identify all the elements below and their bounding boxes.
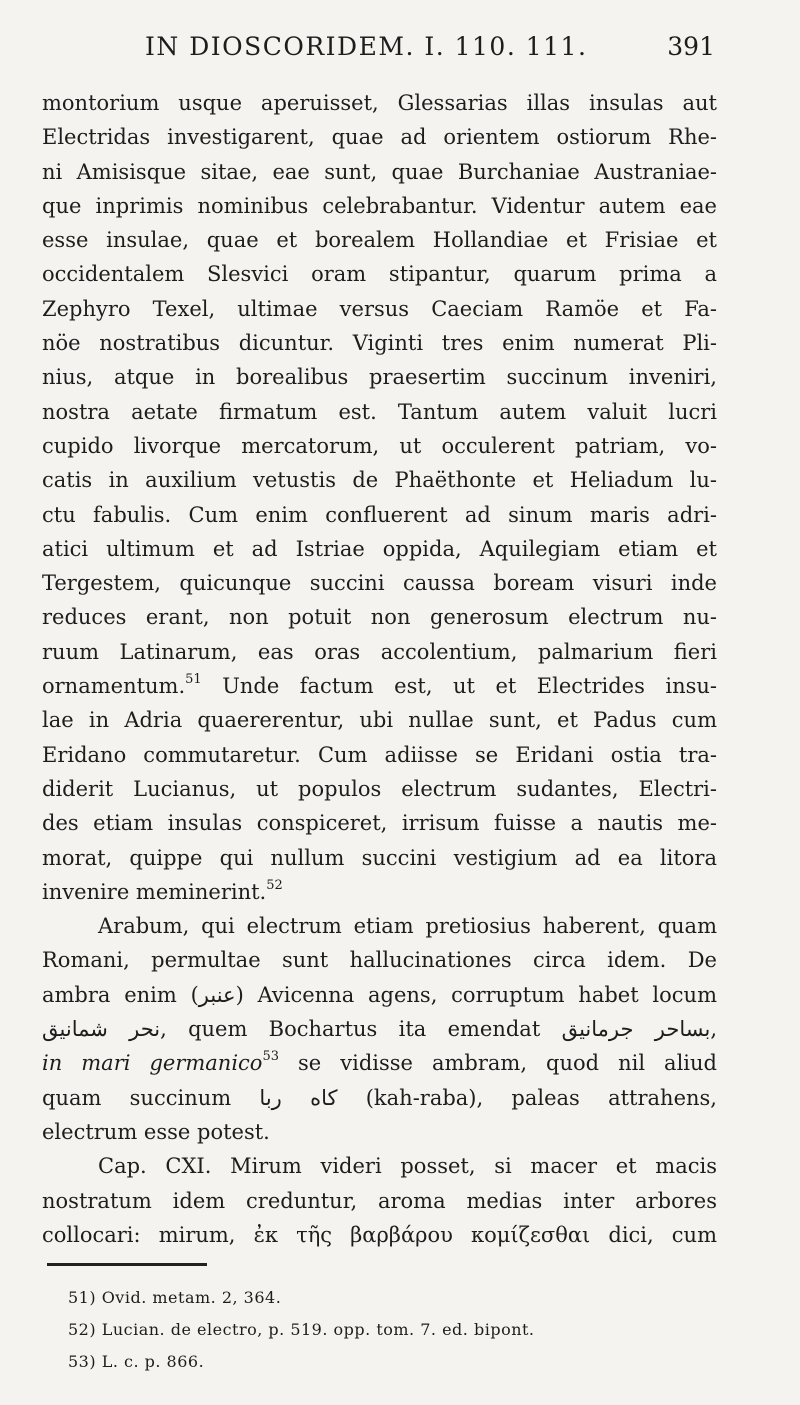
line-text: Zephyro Texel, ultimae versus Caeciam Ramöe et Fa- — [42, 296, 717, 321]
text-line — [42, 1218, 717, 1252]
text-line — [42, 566, 717, 600]
line-text: occidentalem Slesvici oram stipantur, quarum prima a — [42, 262, 717, 287]
line-text: nöe nostratibus dicuntur. Viginti tres enim numerat Pli- — [42, 331, 717, 356]
line-text: نحر شمانيق, quem Bochartus ita emendat بساحر جرمانيق, — [42, 1017, 717, 1042]
line-text: atici ultimum et ad Istriae oppida, Aquilegiam etiam et — [42, 536, 717, 561]
line-text: Cap. CXI. Mirum videri posset, si macer et macis — [98, 1154, 717, 1179]
text-line — [42, 943, 717, 977]
line-text: in mari germanico — [42, 1051, 263, 1076]
line-text: Romani, permultae sunt hallucinationes circa idem. De — [42, 948, 717, 973]
text-line — [42, 600, 717, 634]
line-text: nostra aetate firmatum est. Tantum autem valuit lucri — [42, 399, 717, 424]
line-text: ornamentum. — [42, 674, 186, 699]
line-text: morat, quippe qui nullum succini vestigium ad ea litora — [42, 845, 717, 870]
line-text: collocari: mirum, ἐκ τῆς βαρβάρου κομίζεσθαι dici, cum — [42, 1222, 717, 1247]
line-text: ctu fabulis. Cum enim confluerent ad sinum maris adri- — [42, 502, 717, 527]
line-text: montorium usque aperuisset, Glessarias illas insulas aut — [42, 91, 717, 115]
text-line — [42, 978, 717, 1012]
footnote: 53) L. c. p. 866. — [68, 1352, 205, 1371]
text-line — [42, 155, 717, 189]
line-text: cupido livorque mercatorum, ut occulerent patriam, vo- — [42, 433, 717, 458]
line-text-continued: Unde factum est, ut et Electrides insu- — [201, 674, 717, 699]
text-line — [42, 703, 717, 737]
running-title: IN DIOSCORIDEM. I. 110. 111. — [145, 32, 588, 61]
text-line — [42, 86, 717, 120]
line-text: Arabum, qui electrum etiam pretiosius haberent, quam — [98, 914, 717, 939]
line-text: Tergestem, quicunque succini caussa boream visuri inde — [42, 571, 717, 596]
text-line — [42, 1046, 717, 1080]
line-text: ambra enim (عنبر) Avicenna agens, corruptum habet locum — [42, 982, 717, 1007]
line-text: ruum Latinarum, eas oras accolentium, palmarium fieri — [42, 639, 717, 664]
line-text: nius, atque in borealibus praesertim succinum inveniri, — [42, 365, 717, 390]
line-text: electrum esse potest. — [42, 1119, 270, 1144]
text-line — [42, 841, 717, 875]
line-text: lae in Adria quaererentur, ubi nullae sunt, et Padus cum — [42, 708, 717, 733]
text-line — [42, 1115, 717, 1149]
text-line — [42, 1081, 717, 1115]
text-line — [42, 395, 717, 429]
line-text: des etiam insulas conspiceret, irrisum fuisse a nautis me- — [42, 811, 717, 836]
body-text — [42, 86, 717, 1252]
text-line — [42, 909, 717, 943]
line-text: invenire meminerint. — [42, 879, 267, 904]
line-text-continued: se vidisse ambram, quod nil aliud — [279, 1051, 717, 1076]
line-text: nostratum idem creduntur, aroma medias inter arbores — [42, 1188, 717, 1213]
text-line — [42, 189, 717, 223]
footnote-ref: 52 — [266, 877, 283, 893]
line-text: quam succinum كاه ربا (kah-raba), paleas attrahens, — [42, 1085, 717, 1110]
text-line — [42, 635, 717, 669]
text-line — [42, 806, 717, 840]
text-line — [42, 532, 717, 566]
text-line — [42, 223, 717, 257]
text-line — [42, 772, 717, 806]
text-line — [42, 498, 717, 532]
footnotes — [68, 1282, 708, 1378]
line-text: que inprimis nominibus celebrabantur. Videntur autem eae — [42, 193, 717, 218]
text-line — [42, 257, 717, 291]
footnote-ref: 51 — [185, 672, 202, 688]
line-text: reduces erant, non potuit non generosum electrum nu- — [42, 605, 717, 630]
footnote-ref: 53 — [262, 1049, 279, 1065]
text-line — [42, 120, 717, 154]
line-text: diderit Lucianus, ut populos electrum sudantes, Electri- — [42, 776, 717, 801]
text-line — [42, 1149, 717, 1183]
line-text: Eridano commutaretur. Cum adiisse se Eridani ostia tra- — [42, 742, 717, 767]
text-line — [42, 1184, 717, 1218]
line-text: ni Amisisque sitae, eae sunt, quae Burchaniae Austraniae- — [42, 159, 717, 184]
page-header — [145, 32, 715, 72]
footnote-rule — [47, 1263, 207, 1266]
text-line — [42, 1012, 717, 1046]
text-line — [42, 875, 717, 909]
line-text: catis in auxilium vetustis de Phaëthonte et Heliadum lu- — [42, 468, 717, 493]
text-line — [42, 360, 717, 394]
text-line — [42, 292, 717, 326]
text-line — [42, 326, 717, 360]
text-line — [42, 669, 717, 703]
footnote: 51) Ovid. metam. 2, 364. — [68, 1288, 282, 1307]
text-line — [42, 429, 717, 463]
text-line — [42, 463, 717, 497]
footnote: 52) Lucian. de electro, p. 519. opp. tom. 7. ed. bipont. — [68, 1320, 535, 1339]
line-text: Electridas investigarent, quae ad orientem ostiorum Rhe- — [42, 125, 717, 150]
page-number: 391 — [667, 32, 715, 61]
line-text: esse insulae, quae et borealem Hollandiae et Frisiae et — [42, 228, 717, 253]
text-line — [42, 738, 717, 772]
